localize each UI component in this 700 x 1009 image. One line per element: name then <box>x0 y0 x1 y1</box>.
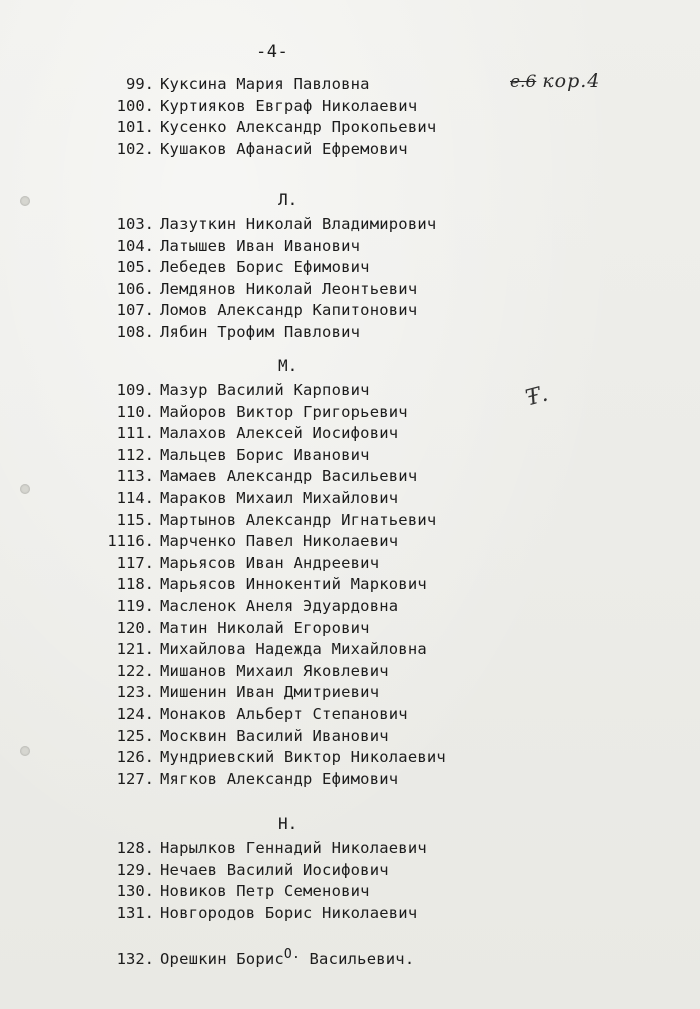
entry-number: 110. <box>116 402 154 421</box>
entry-number: 118. <box>116 575 154 594</box>
entry-name: Майоров Виктор Григорьевич <box>160 402 408 421</box>
punch-hole <box>20 196 30 206</box>
entry-number: 132. <box>116 950 154 969</box>
list-entry <box>0 488 398 509</box>
list-entry <box>0 903 417 924</box>
entry-name: Москвин Василий Иванович <box>160 726 389 745</box>
entry-name: Мараков Михаил Михайлович <box>160 489 399 507</box>
entry-name: Матин Николай Егорович <box>160 618 370 637</box>
entry-number: 101. <box>116 118 154 137</box>
list-entry <box>0 944 415 969</box>
entry-name: Ломов Александр Капитонович <box>160 301 418 320</box>
entry-name: Мамаев Александр Васильевич <box>160 467 418 486</box>
entry-name: Латышев Иван Иванович <box>160 236 361 255</box>
entry-number: 103. <box>116 215 154 233</box>
entry-name <box>160 947 415 969</box>
entry-name: Марченко Павел Николаевич <box>160 532 399 551</box>
entry-name: Нарылков Геннадий Николаевич <box>160 839 427 857</box>
entry-number: 106. <box>116 279 154 298</box>
entry-number: 128. <box>116 839 154 857</box>
list-entry <box>0 139 408 160</box>
section-letter-o: О. <box>283 947 300 962</box>
list-entry <box>0 423 398 444</box>
entry-name: Лазуткин Николай Владимирович <box>160 215 437 233</box>
entry-number: 108. <box>116 323 154 341</box>
entry-name: Куртияков Евграф Николаевич <box>160 96 418 115</box>
list-entry <box>0 553 379 574</box>
list-entry <box>0 96 417 117</box>
entry-number: 119. <box>116 597 154 615</box>
list-entry <box>0 860 389 881</box>
entry-name-part: Орешкин Борис <box>160 950 284 969</box>
entry-number: 105. <box>116 258 154 277</box>
entry-name: Лебедев Борис Ефимович <box>160 258 370 277</box>
entry-number: 120. <box>116 618 154 637</box>
entry-number: 100. <box>116 96 154 115</box>
entry-name: Мягков Александр Ефимович <box>160 769 399 788</box>
list-entry <box>0 596 398 617</box>
entry-name: Мишанов Михаил Яковлевич <box>160 661 389 680</box>
entry-number: 112. <box>116 445 154 464</box>
list-entry <box>0 881 370 902</box>
entry-number: 102. <box>116 139 154 158</box>
list-entry <box>0 300 417 321</box>
entry-name: Лемдянов Николай Леонтьевич <box>160 279 418 298</box>
entry-number: 126. <box>116 748 154 767</box>
entry-number: 114. <box>116 489 154 507</box>
entry-number: 124. <box>116 705 154 723</box>
entry-number: 117. <box>116 553 154 572</box>
entry-name: Кушаков Афанасий Ефремович <box>160 139 408 158</box>
entry-name: Марьясов Иван Андреевич <box>160 553 380 572</box>
list-entry <box>0 510 436 531</box>
list-entry <box>0 661 389 682</box>
entry-name: Мазур Василий Карпович <box>160 381 370 399</box>
entry-name: Нечаев Василий Иосифович <box>160 860 389 879</box>
list-entry <box>0 618 370 639</box>
handwritten-margin-mark: Ŧ. <box>523 381 551 412</box>
entry-number: 125. <box>116 726 154 745</box>
list-entry <box>0 531 398 552</box>
entry-name: Лябин Трофим Павлович <box>160 323 361 341</box>
section-letter: М. <box>278 356 298 375</box>
list-entry <box>0 574 427 595</box>
list-entry <box>0 445 370 466</box>
entry-name: Мундриевский Виктор Николаевич <box>160 748 446 767</box>
entry-name: Мишенин Иван Дмитриевич <box>160 683 380 702</box>
entry-number: 131. <box>116 903 154 922</box>
entry-number: 123. <box>116 683 154 702</box>
handwritten-archive-note <box>510 70 600 94</box>
section-letter: Н. <box>278 814 298 833</box>
entry-name: Масленок Анеля Эдуардовна <box>160 597 399 615</box>
entry-number: 99. <box>126 75 154 93</box>
list-entry <box>0 117 436 138</box>
entry-number: 129. <box>116 860 154 879</box>
box-reference: кор.4 <box>542 70 601 92</box>
list-entry <box>0 838 427 859</box>
entry-number: 130. <box>116 882 154 901</box>
entry-name: Михайлова Надежда Михайловна <box>160 640 427 659</box>
list-entry <box>0 279 417 300</box>
entry-name: Мартынов Александр Игнатьевич <box>160 510 437 529</box>
entry-name: Кусенко Александр Прокопьевич <box>160 118 437 137</box>
entry-name: Монаков Альберт Степанович <box>160 705 408 723</box>
entry-number: 127. <box>116 769 154 788</box>
entry-name: Мальцев Борис Иванович <box>160 445 370 464</box>
entry-number: 113. <box>116 467 154 486</box>
entry-number: 115. <box>116 510 154 529</box>
entry-name: Куксина Мария Павловна <box>160 75 370 93</box>
list-entry <box>0 257 370 278</box>
list-entry <box>0 380 370 401</box>
list-entry <box>0 466 417 487</box>
entry-number: 104. <box>116 236 154 255</box>
entry-name: Новгородов Борис Николаевич <box>160 903 418 922</box>
entry-number: 111. <box>116 424 154 443</box>
list-entry <box>0 769 398 790</box>
list-entry <box>0 322 360 343</box>
entry-name: Новиков Петр Семенович <box>160 882 370 901</box>
list-entry <box>0 747 446 768</box>
entry-number: 109. <box>116 381 154 399</box>
list-entry <box>0 639 427 660</box>
page-number: -4- <box>256 42 289 62</box>
list-entry <box>0 236 360 257</box>
list-entry <box>0 726 389 747</box>
entry-number: 122. <box>116 661 154 680</box>
entry-number: 107. <box>116 301 154 320</box>
section-letter: Л. <box>278 190 298 209</box>
entry-name-part: Васильевич. <box>299 950 415 969</box>
entry-name: Малахов Алексей Иосифович <box>160 424 399 443</box>
list-entry <box>0 682 379 703</box>
entry-number: 1116. <box>107 532 154 551</box>
list-entry <box>0 214 436 235</box>
list-entry <box>0 402 408 423</box>
list-entry <box>0 704 408 725</box>
list-entry <box>0 74 370 95</box>
struck-note: е.6 <box>510 72 537 92</box>
entry-number: 121. <box>116 640 154 659</box>
entry-name: Марьясов Иннокентий Маркович <box>160 575 427 594</box>
